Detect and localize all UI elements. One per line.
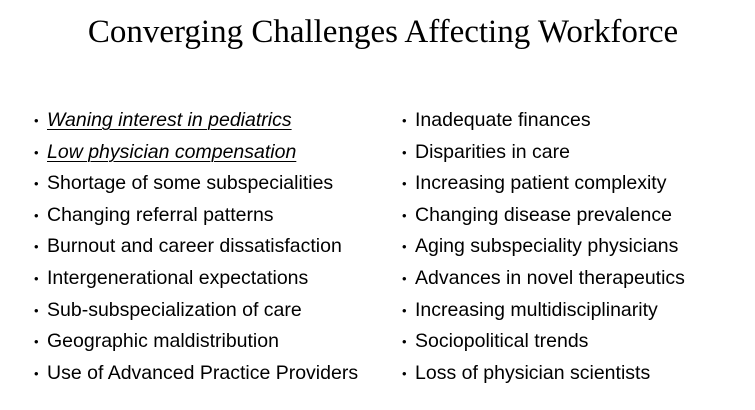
bullet-icon: •: [34, 113, 39, 128]
list-item: [402, 326, 685, 358]
bullet-icon: •: [402, 207, 407, 223]
bullet-icon: •: [402, 144, 407, 160]
bullet-icon: •: [402, 302, 407, 318]
bullet-icon: •: [34, 270, 39, 286]
list-item: [402, 263, 685, 295]
list-item-text: Disparities in care: [415, 140, 570, 163]
bullet-icon: •: [34, 144, 39, 160]
list-item-text: Burnout and career dissatisfaction: [47, 235, 342, 258]
list-item-text: Sub-subspecialization of care: [47, 298, 302, 321]
list-item: [34, 137, 358, 169]
list-item: [402, 105, 685, 137]
list-item-text: Changing referral patterns: [47, 203, 274, 226]
list-item: [402, 295, 685, 327]
list-item-text: Changing disease prevalence: [415, 203, 672, 226]
list-item: [34, 105, 358, 137]
list-item-text: Increasing patient complexity: [415, 172, 667, 195]
list-item-text: Inadequate finances: [415, 109, 591, 131]
list-item: [34, 295, 358, 327]
list-item: [402, 200, 685, 232]
bullet-icon: •: [34, 365, 39, 381]
bullet-icon: •: [402, 365, 407, 381]
bullet-icon: •: [402, 270, 407, 286]
list-item-text: Intergenerational expectations: [47, 266, 309, 289]
list-item-text: Low physician compensation: [47, 140, 297, 163]
list-item: [402, 231, 685, 263]
list-item-text: Sociopolitical trends: [415, 330, 589, 353]
bullet-icon: •: [34, 176, 39, 192]
bullet-icon: •: [402, 176, 407, 192]
bullet-icon: •: [34, 334, 39, 350]
list-item-text: Advances in novel therapeutics: [415, 266, 685, 289]
list-item-text: Loss of physician scientists: [415, 361, 651, 384]
list-item: [402, 137, 685, 169]
list-item: [34, 263, 358, 295]
bullet-icon: •: [402, 239, 407, 255]
list-item-text: Increasing multidisciplinarity: [415, 298, 658, 321]
bullet-icon: •: [402, 334, 407, 350]
list-item-text: Geographic maldistribution: [47, 330, 279, 353]
bullet-icon: •: [34, 302, 39, 318]
bullet-icon: •: [402, 113, 407, 128]
left-bullet-list: [34, 105, 358, 389]
list-item: [402, 168, 685, 200]
bullet-icon: •: [34, 239, 39, 255]
list-item: [34, 326, 358, 358]
slide-title: Converging Challenges Affecting Workforce: [87, 14, 679, 50]
list-item-text: Shortage of some subspecialities: [47, 172, 334, 195]
list-item: [402, 358, 685, 390]
right-bullet-list: [402, 105, 685, 389]
list-item-text: Aging subspeciality physicians: [415, 235, 679, 258]
list-item: [34, 200, 358, 232]
bullet-icon: •: [34, 207, 39, 223]
list-item-text: Use of Advanced Practice Providers: [47, 361, 359, 384]
list-item-text: Waning interest in pediatrics: [47, 109, 292, 131]
list-item: [34, 358, 358, 390]
list-item: [34, 231, 358, 263]
list-item: [34, 168, 358, 200]
